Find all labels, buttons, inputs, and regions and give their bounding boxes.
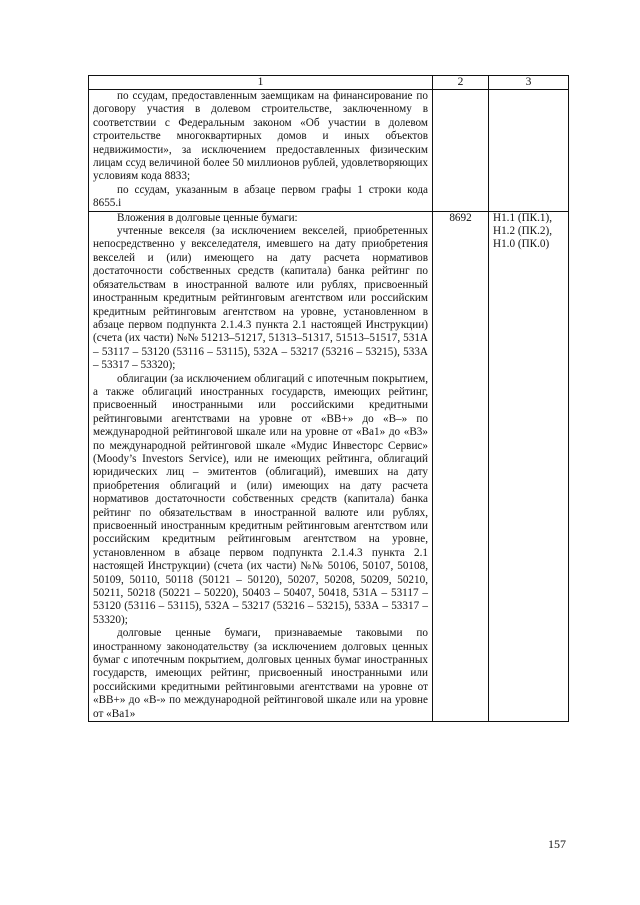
paragraph: по ссудам, предоставленным заемщикам на финансирование по договору участия в долевом строительстве, заключенному в соответствии с Федеральным законом «Об участии в долевом строительстве многоквартирных домов и иных объектов недвижимости», за исключением предоставленных физическим лицам ссуд величиной более 50 миллионов рублей, удовлетворяющих условиям кода 8833; [93, 90, 428, 183]
row2-code: 8692 [433, 211, 489, 721]
table-header-row [89, 76, 569, 90]
class-item: Н1.2 (ПК.2), [493, 225, 553, 238]
page-number: 157 [548, 837, 566, 851]
document-table [88, 75, 569, 722]
paragraph: учтенные векселя (за исключением векселей, приобретенных непосредственно у векселедателя, имевшего на дату приобретения векселей и (или) имеющего на дату расчета нормативов достаточности собственных средств (капитала) банка рейтинг по обязательствам в иностранной валюте или рублях, присвоенный иностранным кредитным рейтинговым агентством или российским кредитным рейтинговым агентством на уровне, установленном в абзаце первом подпункта 2.1.4.3 пункта 2.1 настоящей Инструкции) (счета (их части) №№ 51213–51217, 51313–51317, 51513–51517, 531А – 53117 – 53120 (53116 – 53115), 532А – 53217 (53216 – 53215), 533А – 53317 – 53320); [93, 225, 428, 372]
table-row [89, 90, 569, 212]
table-row [89, 211, 569, 721]
header-col-1: 1 [89, 76, 433, 90]
class-item: Н1.0 (ПК.0) [493, 238, 550, 251]
paragraph: по ссудам, указанным в абзаце первом графы 1 строки кода 8655.i [93, 183, 428, 210]
row2-description [89, 211, 433, 721]
class-item: Н1.1 (ПК.1), [493, 211, 553, 224]
paragraph: Вложения в долговые ценные бумаги: [117, 211, 298, 224]
paragraph: облигации (за исключением облигаций с ипотечным покрытием, а также облигаций иностранных государств, имеющих рейтинг, присвоенный иностранными или российскими кредитными рейтинговыми агентствами на уровне от «ВВ+» до «В–» по международной рейтинговой шкале или на уровне от «Ва1» до «В3» по международной рейтинговой шкале «Мудис Инвесторс Сервис» (Moody’s Investors Service), или не имеющих рейтинга, облигаций юридических лиц – эмитентов (облигаций), имевших на дату приобретения облигаций и (или) имеющих на дату расчета нормативов достаточности собственных средств (капитала) банка рейтинг по обязательствам в иностранной валюте или рублях, присвоенный иностранным кредитным рейтинговым агентством или российским кредитным рейтинговым агентством на уровне, установленном в абзаце первом подпункта 2.1.4.3 пункта 2.1 настоящей Инструкции) (счета (их части) №№ 50106, 50107, 50108, 50109, 50110, 50118 (50121 – 50120), 50207, 50208, 50209, 50210, 50211, 50218 (50221 – 50220), 50403 – 50407, 50418, 531А – 53117 – 53120 (53116 – 53115), 532А – 53217 (53216 – 53215), 533А – 53317 – 53320); [93, 372, 428, 626]
row1-code [433, 90, 489, 212]
header-col-3: 3 [489, 76, 569, 90]
row2-classes [489, 211, 569, 721]
header-col-2: 2 [433, 76, 489, 90]
row1-classes [489, 90, 569, 212]
row1-description [89, 90, 433, 212]
paragraph: долговые ценные бумаги, признаваемые таковыми по иностранному законодательству (за исключением долговых ценных бумаг с ипотечным покрытием, долговых ценных бумаг иностранных государств, имеющих рейтинг, присвоенный иностранными или российскими кредитными рейтинговыми агентствами на уровне от «ВВ+» до «В-» по международной рейтинговой шкале или на уровне от «Ва1» [93, 627, 428, 720]
